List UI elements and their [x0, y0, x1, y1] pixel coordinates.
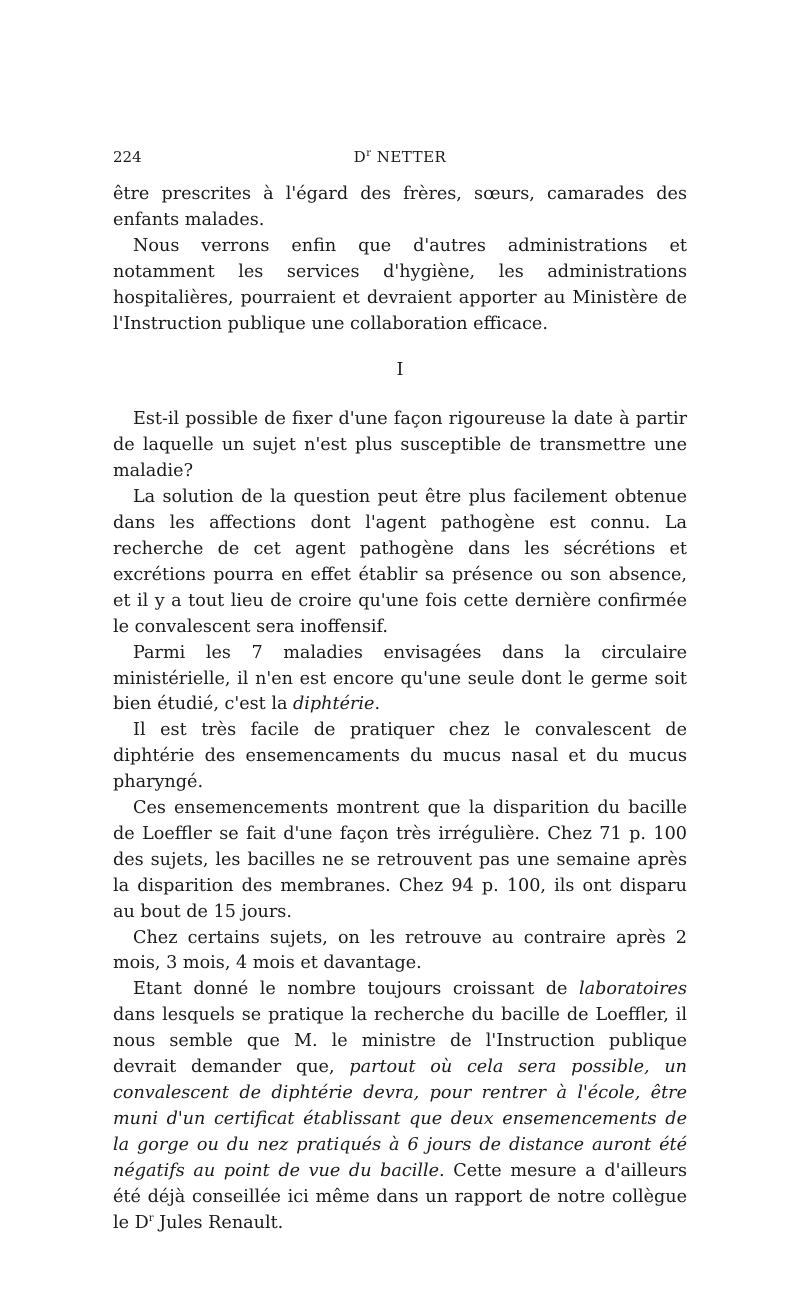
p9-end-start: . Cette mesure a d'ailleurs été déjà conseillée ici même dans un rapport de notre collègue le D [113, 1160, 687, 1233]
p9-start: Etant donné le nombre toujours croissant de [133, 979, 579, 1000]
p9-end-sup: r [148, 1212, 154, 1224]
author-prefix: D [353, 148, 367, 166]
author-name: NETTER [371, 148, 447, 166]
paragraph-solution: La solution de la question peut être plus facilement obtenue dans les affections dont l'agent pathogène est connu. La recherche de cet agent pathogène dans les sécrétions et excrétions pourra en effet établir sa présence ou son absence, et il y a tout lieu de croire qu'une fois cette dernière confirmée le convalescent sera inoffensif. [113, 487, 687, 637]
paragraph-laboratoires [113, 977, 687, 1236]
paragraph-collaboration: Nous verrons enfin que d'autres administrations et notamment les services d'hygiène, les administrations hospitalières, pourraient et devraient apporter au Ministère de l'Instruction publique une collaboration efficace. [113, 235, 687, 334]
p5-end: . [374, 694, 381, 715]
p9-italic-certificat: partout où cela sera possible, un convalescent de diphtérie devra, pour rentrer à l'école, être muni d'un certificat établissant que deux ensemencements de la gorge ou du nez pratiqués à 6 jours de distance auront été négatifs au point de vue du bacille [113, 1057, 687, 1181]
section-heading: I [396, 360, 404, 381]
paragraph-continuation: être prescrites à l'égard des frères, sœurs, camarades des enfants malades. [113, 184, 687, 230]
p9-end-final: Jules Renault. [153, 1212, 284, 1233]
running-head-author [113, 148, 687, 166]
p9-italic-laboratoires: laboratoires [578, 979, 687, 1000]
paragraph-ensemencements: Il est très facile de pratiquer chez le convalescent de diphtérie des ensemencaments du mucus nasal et du mucus pharyngé. [113, 720, 687, 793]
author-sup: r [366, 148, 372, 159]
paragraph-maladies [113, 641, 687, 719]
p9-mid: dans lesquels se pratique la recherche du bacille de Loeffler, il nous semble que M. le ministre de l'Instruction publique devrait demander que, [113, 1005, 687, 1078]
paragraph-disparition: Ces ensemencements montrent que la disparition du bacille de Loeffler se fait d'une façon très irrégulière. Chez 71 p. 100 des sujets, les bacilles ne se retrouvent pas une semaine après la disparition des membranes. Chez 94 p. 100, ils ont disparu au bout de 15 jours. [113, 798, 687, 922]
paragraph-question: Est-il possible de fixer d'une façon rigoureuse la date à partir de laquelle un sujet n'est plus susceptible de transmettre une maladie? [113, 409, 687, 482]
paragraph-certains-sujets: Chez certains sujets, on les retrouve au contraire après 2 mois, 3 mois, 4 mois et davantage. [113, 927, 687, 974]
running-head [113, 148, 687, 172]
p5-start: Parmi les 7 maladies envisagées dans la circulaire ministérielle, il n'en est encore qu'une seule dont le germe soit bien étudié, c'est la [113, 642, 687, 715]
page-number: 224 [113, 148, 142, 166]
p5-italic: diphtérie [293, 694, 375, 715]
book-page [113, 148, 687, 1236]
